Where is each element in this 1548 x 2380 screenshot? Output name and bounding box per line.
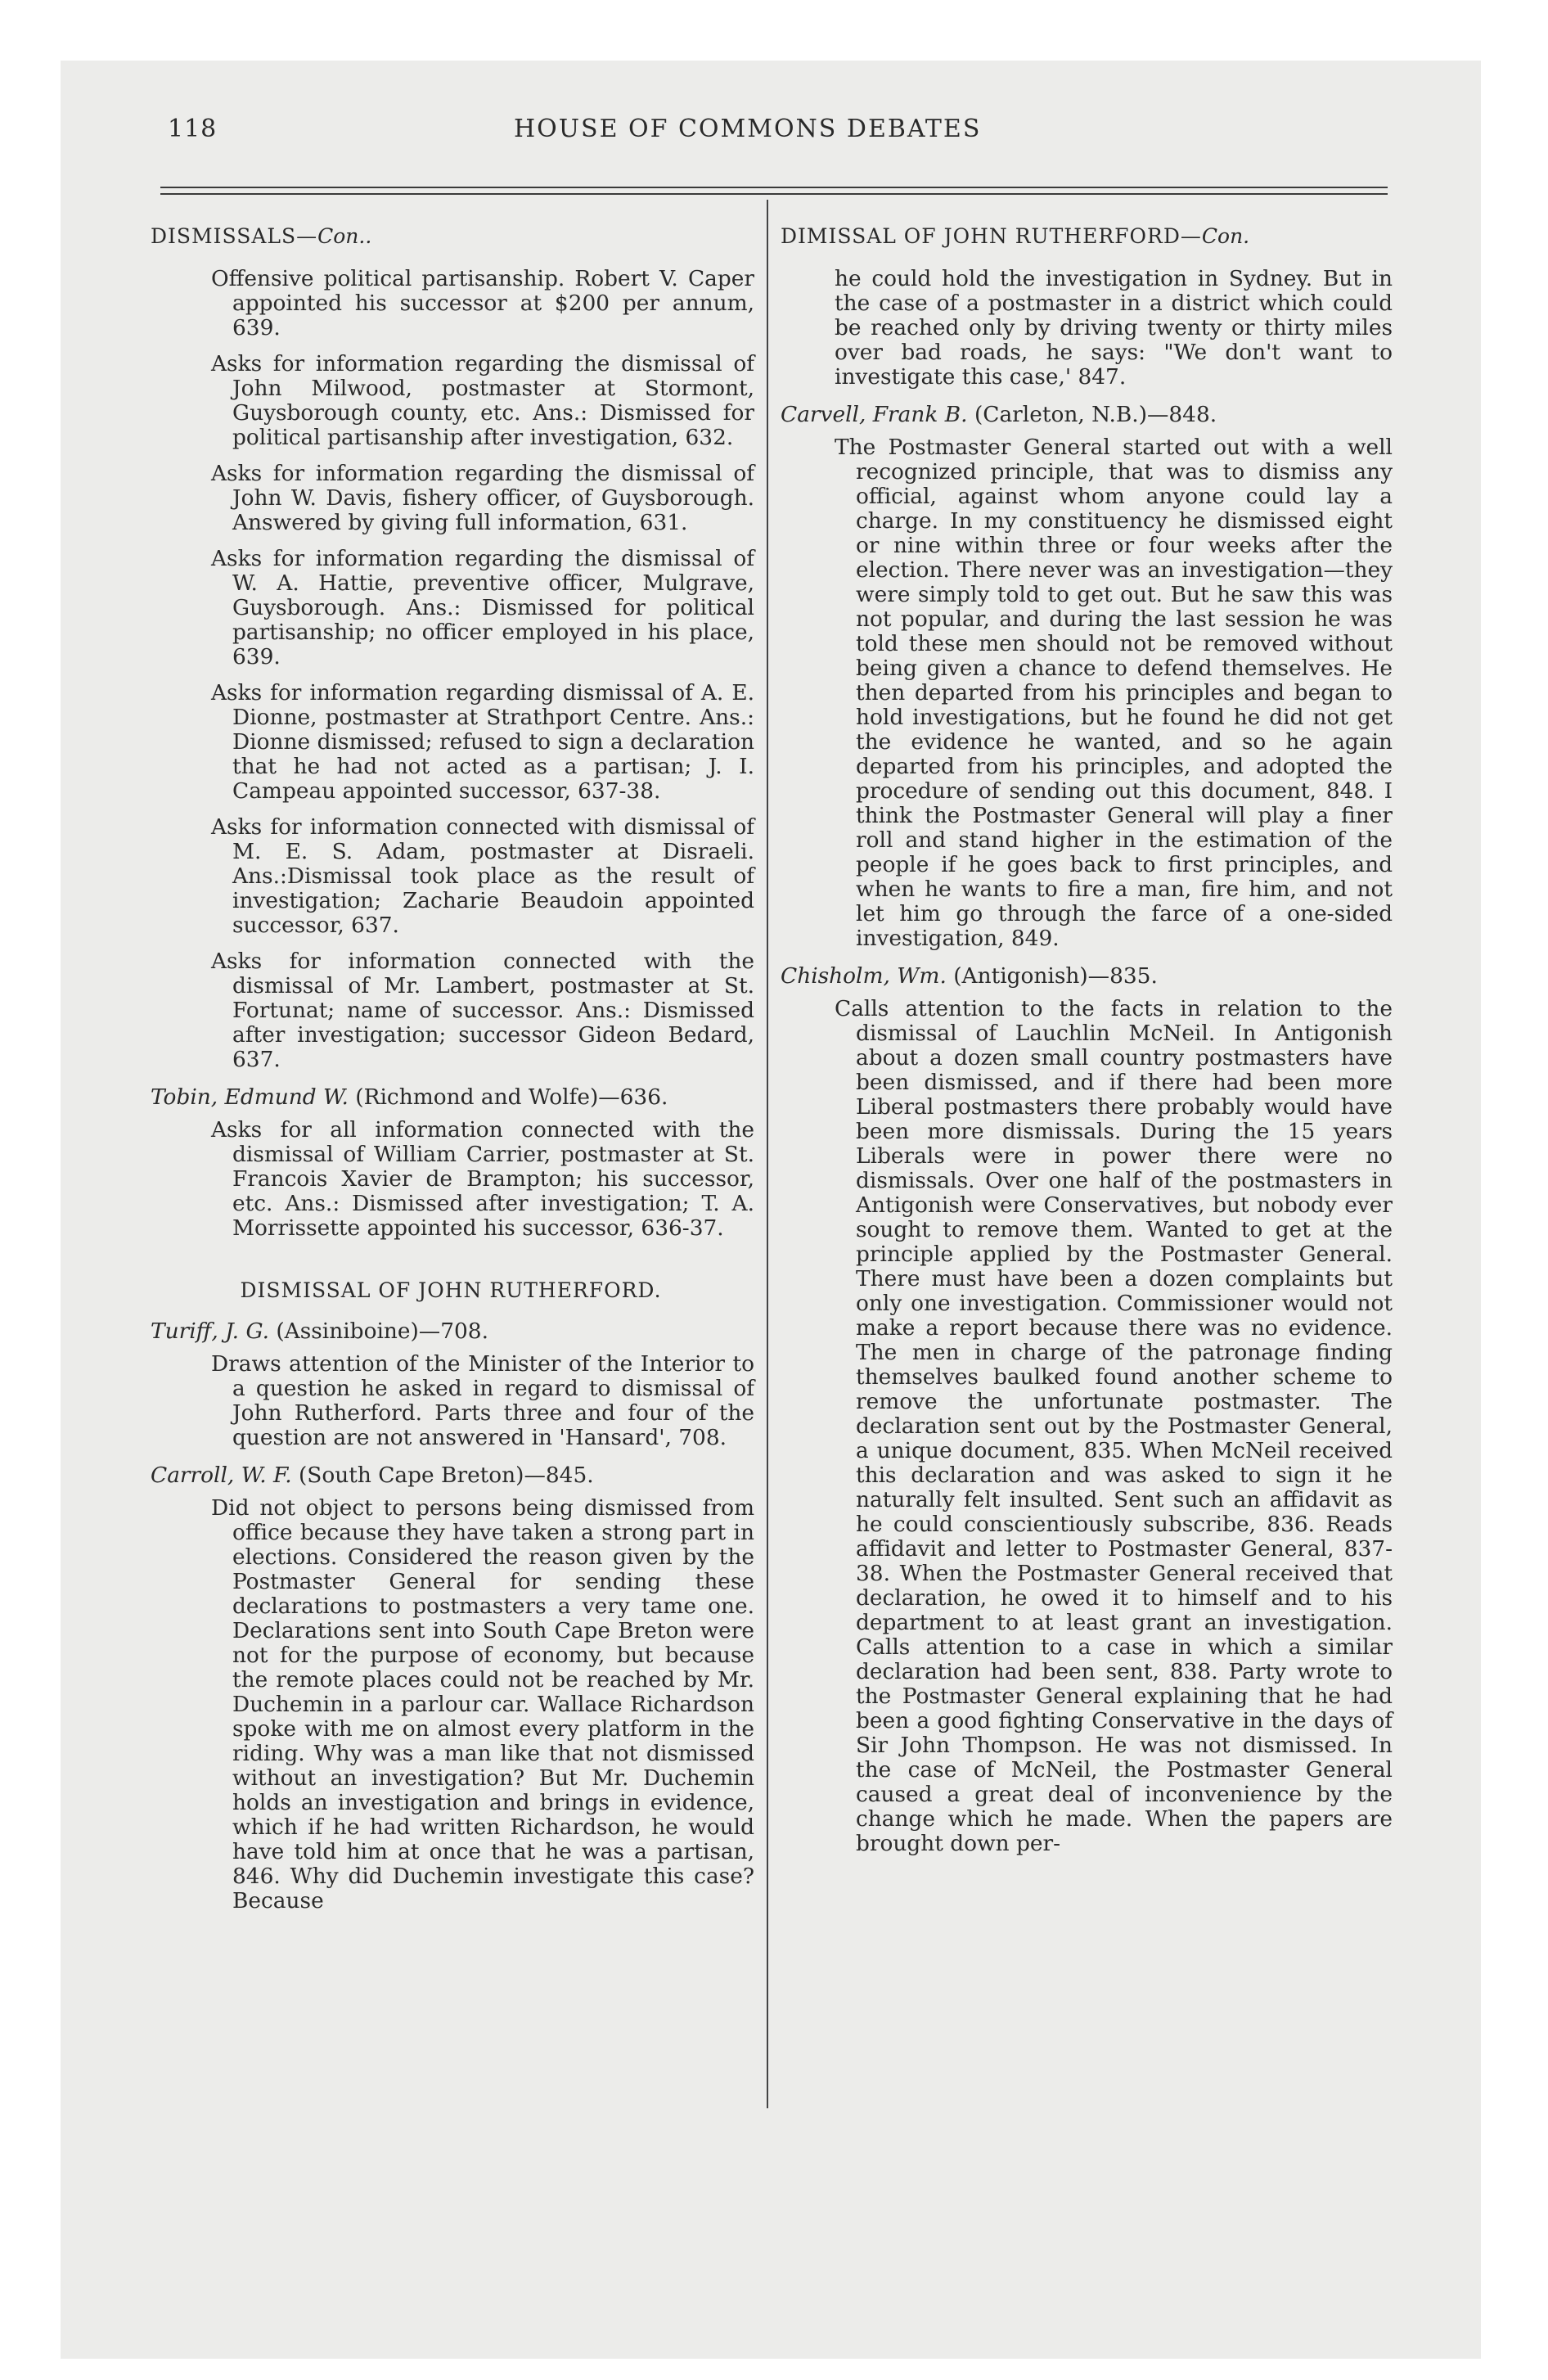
member-name: Carroll, W. F. xyxy=(151,1463,292,1488)
index-entry: Draws attention of the Minister of the Interior to a question he asked in regard to dismissal of John Rutherford. Parts three and four of the question are not answered in 'Hansard', 708. xyxy=(211,1351,754,1450)
index-entry: Asks for information regarding the dismissal of John Milwood, postmaster at Stormont, Guysborough county, etc. Ans.: Dismissed for political partisanship after investigation, 632. xyxy=(211,351,754,450)
index-entry: The Postmaster General started out with a well recognized principle, that was to dismiss any official, against whom anyone could lay a charge. In my constituency he dismissed eight or nine within three or four weeks after the election. There never was an investigation—they were simply told to get out. But he saw this was not popular, and during the last session he was told these men should not be removed without being given a chance to defend themselves. He then departed from his principles and began to hold investigations, but he found he did not get the evidence he wanted, and so he again departed from his principles, and adopted the procedure of sending out this document, 848. I think the Postmaster General will play a finer roll and stand higher in the estimation of the people if he goes back to first principles, and when he wants to fire a man, fire him, and not let him go through the farce of a one-sided investigation, 849. xyxy=(835,435,1393,951)
member-heading xyxy=(777,403,1393,427)
section-heading-rutherford: DISMISSAL OF JOHN RUTHERFORD. xyxy=(240,1278,662,1302)
index-entry: Did not object to persons being dismissed from office because they have taken a strong part in elections. Considered the reason given by the Postmaster General for sending these declarations to postmasters a very tame one. Declarations sent into South Cape Breton were not for the purpose of economy, but because the remote places could not be reached by Mr. Duchemin in a parlour car. Wallace Richardson spoke with me on almost every platform in the riding. Why was a man like that not dismissed without an investigation? But Mr. Duchemin holds an investigation and brings in evidence, which if he had written Richardson, he would have told him at once that he was a partisan, 846. Why did Duchemin investigate this case? Because xyxy=(211,1495,754,1913)
continued-mark: Con.. xyxy=(317,224,372,248)
section-title: DIMISSAL OF JOHN RUTHERFORD xyxy=(781,224,1181,248)
member-riding: (Assiniboine)—708. xyxy=(268,1318,488,1344)
left-column xyxy=(147,224,754,1923)
header-rule-top xyxy=(160,187,1388,188)
member-heading xyxy=(147,1463,754,1488)
index-entry: Asks for information regarding the dismissal of John W. Davis, fishery officer, of Guysborough. Answered by giving full information, 631. xyxy=(211,461,754,535)
member-name: Turiff, J. G. xyxy=(151,1318,269,1344)
index-entry: Offensive political partisanship. Robert V. Caper appointed his successor at $200 per annum, 639. xyxy=(211,266,754,340)
index-entry: Calls attention to the facts in relation to the dismissal of Lauchlin McNeil. In Antigonish about a dozen small country postmasters have been dismissed, and if there had been more Liberal postmasters there probably would have been more dismissals. During the 15 years Liberals were in power there were no dismissals. Over one half of the postmasters in Antigonish were Conservatives, but nobody ever sought to remove them. Wanted to get at the principle applied by the Postmaster General. There must have been a dozen complaints but only one investigation. Commissioner would not make a report because there was no evidence. The men in charge of the patronage finding themselves baulked found another scheme to remove the unfortunate postmaster. The declaration sent out by the Postmaster General, a unique document, 835. When McNeil received this declaration and was asked to sign it he naturally felt insulted. Sent such an affidavit as he could conscientiously subscribe, 836. Reads affidavit and letter to Postmaster General, 837-38. When the Postmaster General received that declaration, he owed it to himself and to his department to at least grant an investigation. Calls attention to a case in which a similar declaration had been sent, 838. Party wrote to the Postmaster General explaining that he had been a good fighting Conservative in the days of Sir John Thompson. He was not dismissed. In the case of McNeil, the Postmaster General caused a great deal of inconvenience by the change which he made. When the papers are brought down per- xyxy=(835,996,1393,1856)
member-riding: (South Cape Breton)—845. xyxy=(291,1463,594,1488)
member-heading xyxy=(147,1085,754,1110)
member-name: Chisholm, Wm. xyxy=(781,963,947,989)
continued-mark: Con. xyxy=(1201,224,1250,248)
member-name: Tobin, Edmund W. xyxy=(151,1084,349,1110)
member-riding: (Antigonish)—835. xyxy=(946,963,1158,989)
index-entry: Asks for information regarding the dismissal of W. A. Hattie, preventive officer, Mulgrave, Guysborough. Ans.: Dismissed for political partisanship; no officer employed in his place, 639. xyxy=(211,546,754,669)
member-name: Carvell, Frank B. xyxy=(781,402,968,427)
member-riding: (Richmond and Wolfe)—636. xyxy=(348,1084,668,1110)
running-head: HOUSE OF COMMONS DEBATES xyxy=(514,115,982,143)
page-number: 118 xyxy=(168,115,218,143)
header-rule-bottom xyxy=(160,193,1388,195)
member-heading xyxy=(147,1319,754,1344)
index-entry: Asks for information regarding dismissal of A. E. Dionne, postmaster at Strathport Centre. Ans.: Dionne dismissed; refused to sign a declaration that he had not acted as a partisan; J. I. Campeau appointed successor, 637-38. xyxy=(211,680,754,804)
right-column xyxy=(777,224,1393,1866)
column-divider xyxy=(767,200,768,2108)
member-heading xyxy=(777,964,1393,989)
section-title: DISMISSALS xyxy=(151,224,297,248)
section-heading: DIMISSAL OF JOHN RUTHERFORD—Con. xyxy=(781,224,1250,248)
index-entry: he could hold the investigation in Sydney. But in the case of a postmaster in a district which could be reached only by driving twenty or thirty miles over bad roads, he says: "We don't want to investigate this case,' 847. xyxy=(835,266,1393,390)
member-riding: (Carleton, N.B.)—848. xyxy=(967,402,1217,427)
index-entry: Asks for information connected with the dismissal of Mr. Lambert, postmaster at St. Fortunat; name of successor. Ans.: Dismissed after investigation; successor Gideon Bedard, 637. xyxy=(211,949,754,1072)
index-entry: Asks for all information connected with the dismissal of William Carrier, postmaster at St. Francois Xavier de Brampton; his successor, etc. Ans.: Dismissed after investigation; T. A. Morrissette appointed his successor, 636-37. xyxy=(211,1117,754,1241)
section-heading: DISMISSALS—Con.. xyxy=(151,224,372,248)
index-entry: Asks for information connected with dismissal of M. E. S. Adam, postmaster at Disraeli. Ans.:Dismissal took place as the result of investigation; Zacharie Beaudoin appointed successor, 637. xyxy=(211,814,754,938)
